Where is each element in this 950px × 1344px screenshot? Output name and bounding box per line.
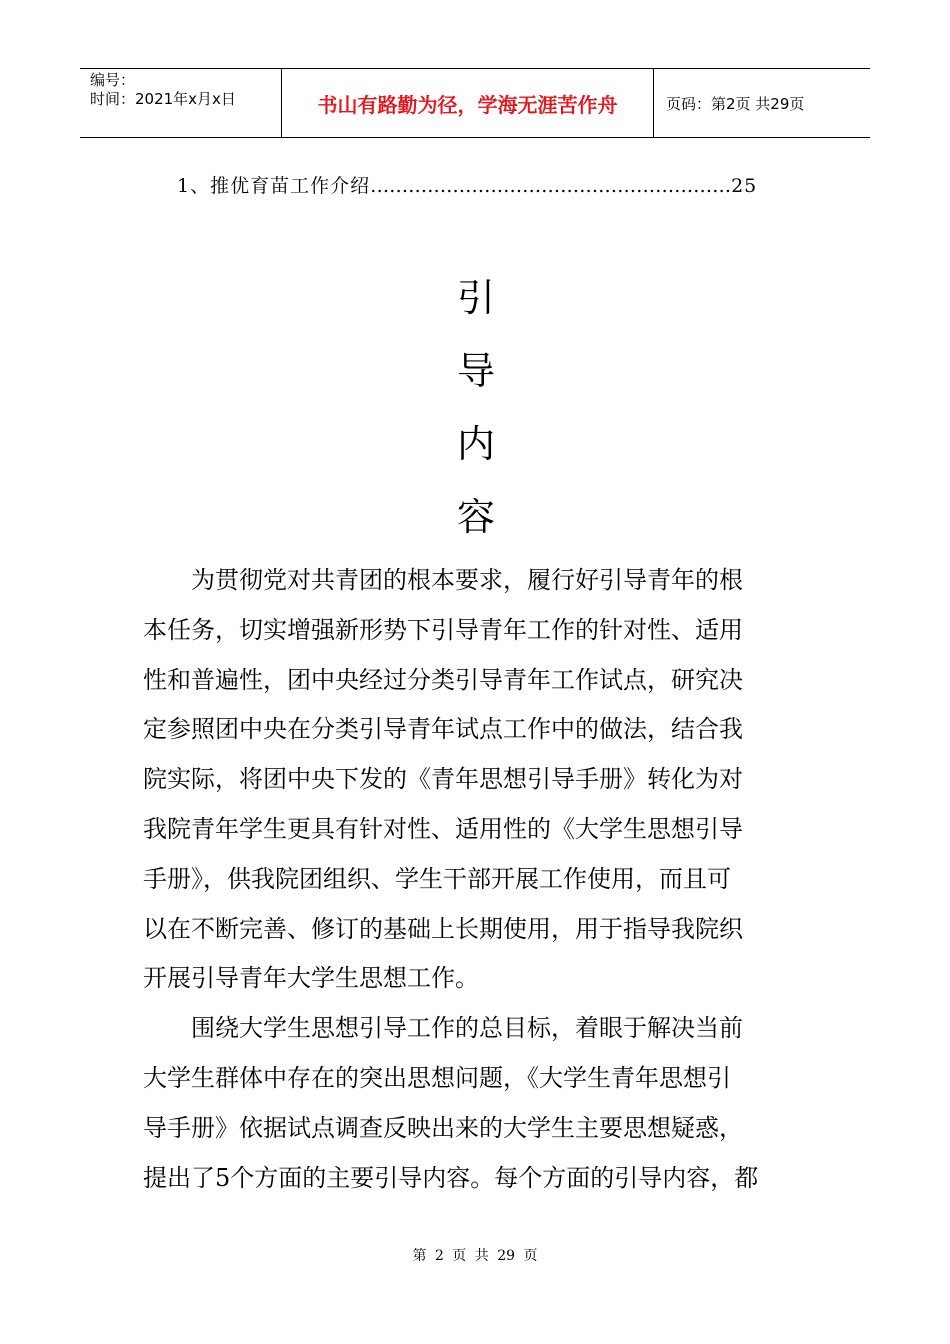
page-footer: 第 2 页 共 29 页 <box>412 1248 538 1264</box>
body-line: 导手册》依据试点调查反映出来的大学生主要思想疑惑， <box>143 1113 743 1142</box>
title-char: 导 <box>456 349 495 393</box>
body-line: 本任务，切实增强新形势下引导青年工作的针对性、适用 <box>143 615 743 644</box>
body-paragraphs <box>143 556 803 1203</box>
section-title <box>440 262 512 554</box>
title-char: 内 <box>456 422 495 466</box>
body-line: 手册》，供我院团组织、学生干部开展工作使用，而且可 <box>143 864 731 893</box>
header-meta <box>80 69 282 137</box>
toc-entry-title: 1、推优育苗工作介绍 <box>177 175 371 197</box>
toc-entry[interactable] <box>177 171 757 198</box>
page-header <box>80 68 870 138</box>
header-page-info: 页码：第2页 共29页 <box>666 94 805 113</box>
body-line: 为贯彻党对共青团的根本要求，履行好引导青年的根 <box>143 566 743 594</box>
body-line: 围绕大学生思想引导工作的总目标，着眼于解决当前 <box>143 1014 743 1043</box>
body-line: 大学生群体中存在的突出思想问题，《大学生青年思想引 <box>143 1063 731 1092</box>
body-line: 院实际，将团中央下发的《青年思想引导手册》转化为对 <box>143 765 743 794</box>
title-char: 容 <box>456 495 495 539</box>
body-line: 以在不断完善、修订的基础上长期使用，用于指导我院织 <box>143 914 743 943</box>
toc-entry-page: 25 <box>731 175 758 197</box>
body-line: 我院青年学生更具有针对性、适用性的《大学生思想引导 <box>143 814 743 843</box>
body-line: 开展引导青年大学生思想工作。 <box>143 964 479 993</box>
title-char: 引 <box>456 276 495 320</box>
toc-leader-dots: ………………………………………………… <box>370 175 732 197</box>
body-line: 性和普遍性，团中央经过分类引导青年工作试点，研究决 <box>143 665 743 694</box>
number-label: 编号： <box>90 71 136 89</box>
body-line: 提出了5个方面的主要引导内容。每个方面的引导内容，都 <box>143 1163 759 1192</box>
time-label: 时间：2021年x月x日 <box>90 90 236 108</box>
header-slogan: 书山有路勤为径，学海无涯苦作舟 <box>282 69 654 137</box>
body-line: 定参照团中央在分类引导青年试点工作中的做法，结合我 <box>143 715 743 744</box>
